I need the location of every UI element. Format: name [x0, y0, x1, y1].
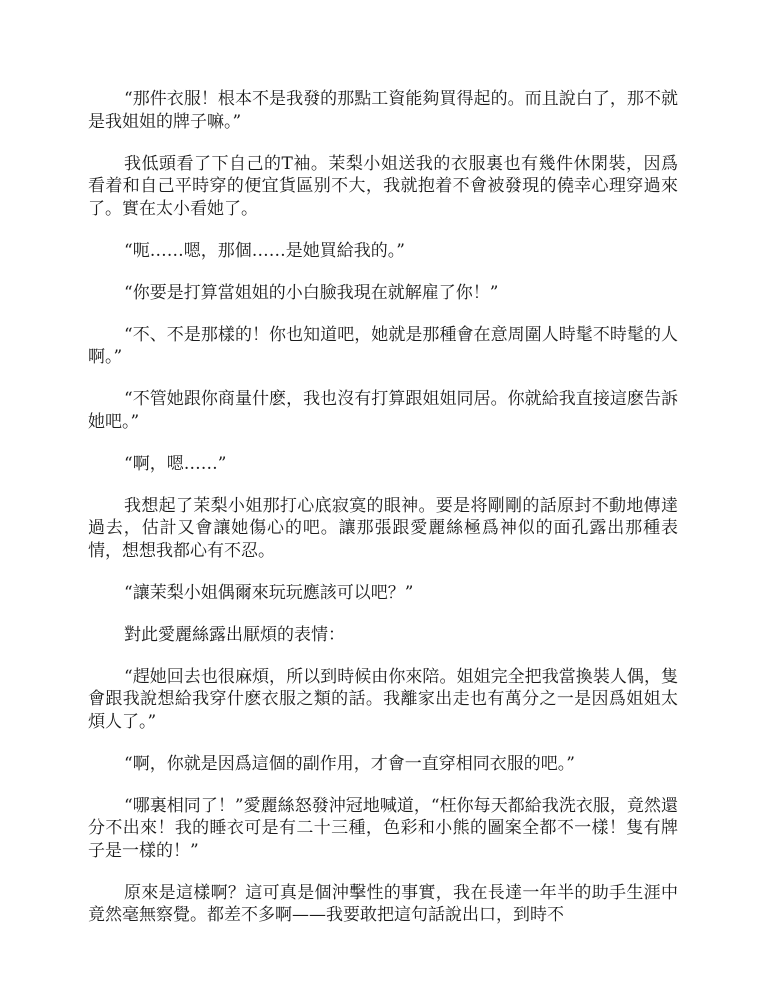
- paragraph: 我低頭看了下自己的T袖。茉梨小姐送我的衣服裏也有幾件休閑裝，因爲看着和自己平時穿的便宜貨區别不大，我就抱着不會被發現的僥幸心理穿過來了。實在太小看她了。: [88, 153, 678, 219]
- paragraph: 原來是這樣啊？這可真是個沖擊性的事實，我在長達一年半的助手生涯中竟然毫無察覺。都差不多啊——我要敢把這句話說出口，到時不: [88, 882, 678, 925]
- paragraph: 對此愛麗絲露出厭煩的表情：: [124, 624, 345, 645]
- paragraph: “啊，你就是因爲這個的副作用，才會一直穿相同衣服的吧。”: [124, 753, 575, 774]
- paragraph: “趕她回去也很麻煩，所以到時候由你來陪。姐姐完全把我當換裝人偶，隻會跟我說想給我穿什麽衣服之類的話。我離家出走也有萬分之一是因爲姐姐太煩人了。”: [88, 666, 678, 732]
- paragraph: “那件衣服！根本不是我發的那點工資能夠買得起的。而且說白了，那不就是我姐姐的牌子嘛。”: [88, 89, 678, 132]
- paragraph: “啊，嗯……”: [124, 453, 227, 474]
- paragraph: “讓茉梨小姐偶爾來玩玩應該可以吧？”: [124, 582, 414, 603]
- paragraph: 我想起了茉梨小姐那打心底寂寞的眼神。要是将剛剛的話原封不動地傳達過去，估計又會讓她傷心的吧。讓那張跟愛麗絲極爲神似的面孔露出那種表情，想想我都心有不忍。: [88, 495, 678, 561]
- paragraph: “呃……嗯，那個……是她買給我的。”: [124, 240, 405, 261]
- paragraph: “不管她跟你商量什麽，我也沒有打算跟姐姐同居。你就給我直接這麽告訴她吧。”: [88, 389, 678, 432]
- paragraph: “你要是打算當姐姐的小白臉我現在就解雇了你！”: [124, 282, 499, 303]
- paragraph: “哪裏相同了！”愛麗絲怒發沖冠地喊道，“枉你每天都給我洗衣服，竟然還分不出來！我的睡衣可是有二十三種，色彩和小熊的圖案全都不一樣！隻有牌子是一樣的！”: [88, 795, 678, 861]
- paragraph: “不、不是那樣的！你也知道吧，她就是那種會在意周圍人時髦不時髦的人啊。”: [88, 324, 678, 367]
- document-page: [88, 88, 678, 927]
